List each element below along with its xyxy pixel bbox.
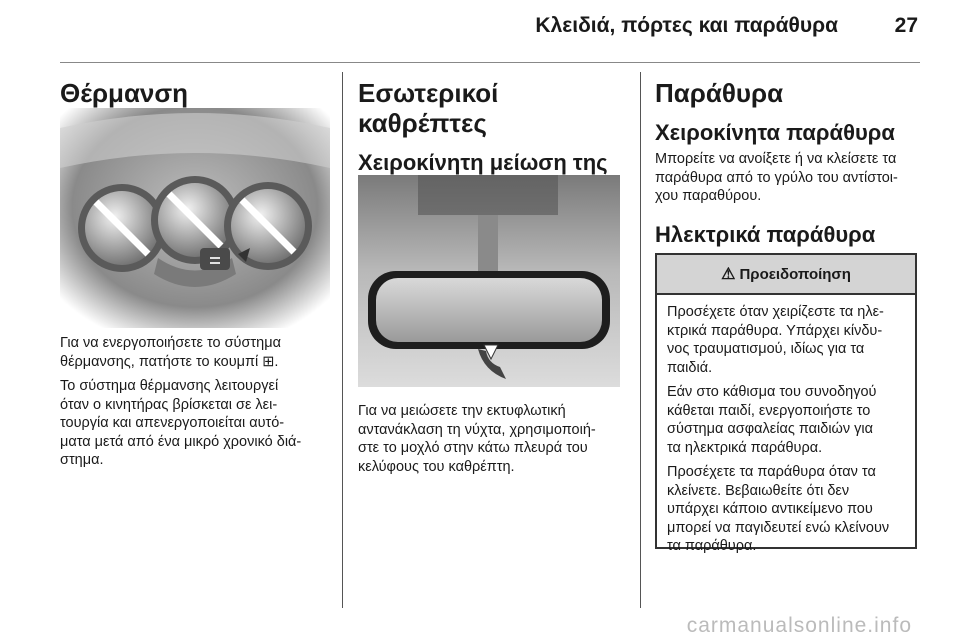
warning-para-1: Προσέχετε όταν χειρίζεστε τα ηλε- κτρικά παράθυρα. Υπάρχει κίνδυ- νος τραυματισμού, ιδίως για τα παιδιά. (667, 304, 884, 376)
mirrors-subheading: Χειροκίνητη μείωση της (358, 150, 608, 175)
column-divider-2 (640, 72, 641, 608)
running-header-title: Κλειδιά, πόρτες και παράθυρα (535, 14, 838, 37)
warning-body (657, 295, 915, 556)
warning-para-3: Προσέχετε τα παράθυρα όταν τα κλείνετε. Βεβαιωθείτε ότι δεν υπάρχει κάποιο αντικείμενο που μπορεί να παγιδευτεί ενώ κλείνουν τα παράθυρα. (667, 464, 890, 554)
mirrors-para-1: Για να μειώσετε την εκτυφλωτική αντανάκλαση τη νύχτα, χρησιμοποιή- στε το μοχλό στην κάτω πλευρά του κελύφους του καθρέπτη. (358, 403, 596, 475)
watermark: carmanualsonline.info (686, 614, 912, 637)
heating-para-2: Το σύστημα θέρμανσης λειτουργεί όταν ο κινητήρας βρίσκεται σε λει- τουργία και απενεργοποιείται αυτό- ματα μετά από ένα μικρό χρονικό διά- στημα. (60, 378, 302, 468)
rearview-mirror-icon (358, 175, 620, 387)
warning-para-2: Εάν στο κάθισμα του συνοδηγού κάθεται παιδί, ενεργοποιήστε το σύστημα ασφαλείας παιδιών για τα ηλεκτρικά παράθυρα. (667, 384, 877, 456)
mirror-image (358, 175, 620, 387)
heating-para-1: Για να ενεργοποιήσετε το σύστημα θέρμανσης, πατήστε το κουμπί ⊞. (60, 335, 281, 370)
warning-title: Προειδοποίηση (739, 265, 851, 283)
column-heating (60, 70, 330, 108)
warning-box (655, 253, 917, 554)
heating-text (60, 334, 335, 476)
mirrors-heading: Εσωτερικοί καθρέπτες (358, 78, 499, 138)
mirrors-text (358, 402, 633, 482)
manual-windows-heading: Χειροκίνητα παράθυρα (655, 120, 895, 145)
column-windows (655, 70, 930, 248)
page-number: 27 (894, 14, 918, 37)
warning-header (657, 255, 915, 295)
header-rule (60, 62, 920, 63)
warning-triangle-icon: ⚠ (721, 266, 736, 283)
windows-heading: Παράθυρα (655, 78, 784, 108)
heating-controls-image (60, 108, 330, 328)
power-windows-heading: Ηλεκτρικά παράθυρα (655, 221, 876, 247)
manual-windows-para: Μπορείτε να ανοίξετε ή να κλείσετε τα παράθυρα από το γρύλο του αντίστοι- χου παραθύρου. (655, 151, 898, 204)
heating-heading: Θέρμανση (60, 78, 189, 108)
climate-control-knobs-icon (60, 108, 330, 328)
column-divider-1 (342, 72, 343, 608)
